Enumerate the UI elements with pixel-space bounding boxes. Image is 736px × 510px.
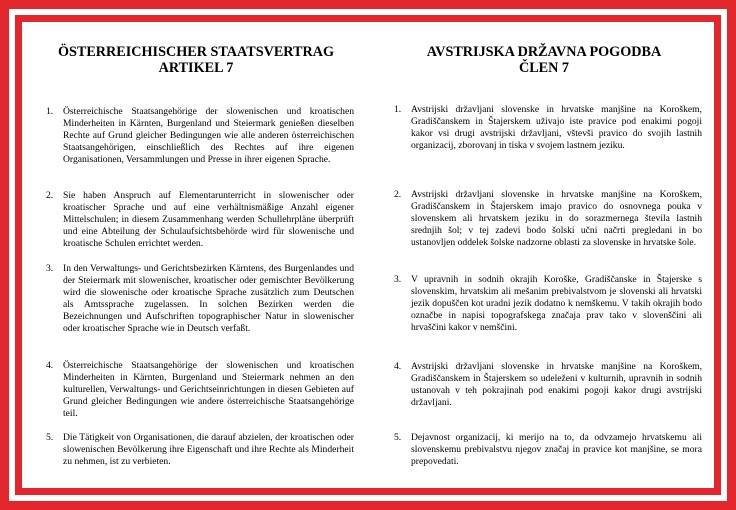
german-item-2 <box>38 190 354 250</box>
slovene-item-3 <box>386 274 702 334</box>
slovene-item-1 <box>386 104 702 152</box>
slovene-item-1-text: Avstrijski državljani slovenske in hrvatske manjšine na Koroškem, Gradiščanskem in Štajerskem uživajo iste pravice pod enakimi pogoji kakor vsi drugi avstrijski državljani, vštevši pravico do svojih lastnih organizacij, zborovanj in tiska v svojem lastnem jeziku. <box>411 104 702 151</box>
german-item-4-text: Österreichische Staatsangehörige der slowenischen und kroatischen Minderheiten in Kärnten, Burgenland und Steiermark nehmen an den kulturellen, Verwaltungs- und Gerichtseinrichtungen in diesen Gebieten auf Grund gleicher Bedingungen wie andere österreichische Staatsangehörige teil. <box>63 360 354 419</box>
german-item-1-number: 1. <box>46 106 54 117</box>
german-item-2-number: 2. <box>46 190 54 201</box>
german-item-2-text: Sie haben Anspruch auf Elementarunterricht in slowenischer oder kroatischer Sprache und auf eine verhältnismäßige Anzahl eigener Mittelschulen; in diesem Zusammenhang werden Schullehrpläne überprüft und eine Abteilung der Schulaufsichtsbehörde wird für slowenische und kroatische Schulen errichtet werden. <box>63 190 354 249</box>
german-item-3 <box>38 263 354 334</box>
german-item-4-number: 4. <box>46 360 54 371</box>
german-item-4 <box>38 360 354 420</box>
german-item-5-text: Die Tätigkeit von Organisationen, die darauf abzielen, der kroatischen oder slowenischen Bevölkerung ihre Eigenschaft und ihre Rechte als Minderheit zu nehmen, ist zu verbieten. <box>63 432 354 467</box>
german-item-1-text: Österreichische Staatsangehörige der slowenischen und kroatischen Minderheiten in Kärnten, Burgenland und Steiermark genießen dieselben Rechte auf Grund gleicher Bedingungen wie alle anderen österreichischen Staatsangehörigen, einschließlich des Rechtes auf ihre eigenen Organisationen, Versammlungen und Presse in ihrer eigenen Sprache. <box>63 106 354 165</box>
slovene-item-5 <box>386 432 702 468</box>
german-title-line1: ÖSTERREICHISCHER STAATSVERTRAG <box>57 44 335 60</box>
slovene-title-line1: AVSTRIJSKA DRŽAVNA POGODBA <box>426 44 662 60</box>
slovene-title <box>386 44 702 76</box>
slovene-item-2 <box>386 189 702 249</box>
slovene-item-5-text: Dejavnost organizacij, ki merijo na to, da odvzamejo hrvatskemu ali slovenskemu prebivalstvu njegov značaj in pravice kot manjšine, se mora prepovedati. <box>411 432 702 467</box>
slovene-item-1-number: 1. <box>394 104 402 115</box>
slovene-item-4-text: Avstrijski državljani slovenske in hrvatske manjšine na Koroškem, Gradiščanskem in Štajerskem so udeleženi v kulturnih, upravnih in sodnih ustanovah v teh pokrajinah pod enakimi pogoji kakor drugi avstrijski državljani. <box>411 361 702 408</box>
german-column <box>38 44 354 467</box>
slovene-item-3-text: V upravnih in sodnih okrajih Koroške, Gradiščanske in Štajerske s slovenskim, hrvatskim ali mešanim prebivalstvom je slovenski ali hrvatski jezik dopuščen kot uradni jezik dodatno k nemškemu. V takih okrajih bodo označbe in napisi topografskega značaja prav tako v slovenščini ali hrvaščini kakor v nemščini. <box>411 274 702 333</box>
slovene-item-5-number: 5. <box>394 432 402 443</box>
slovene-item-4-number: 4. <box>394 361 402 372</box>
german-title <box>38 44 354 76</box>
slovene-item-2-number: 2. <box>394 189 402 200</box>
german-item-5-number: 5. <box>46 432 54 443</box>
slovene-column <box>386 44 702 467</box>
german-item-3-text: In den Verwaltungs- und Gerichtsbezirken Kärntens, des Burgenlandes und der Steiermark mit slowenischer, kroatischer oder gemischter Bevölkerung wird die slowenische oder kroatische Sprache zusätzlich zum Deutschen als Amtssprache zugelassen. In solchen Bezirken werden die Bezeichnungen und Aufschriften topographischer Natur in slowenischer oder kroatischer Sprache wie in Deutsch verfaßt. <box>63 263 354 334</box>
slovene-item-3-number: 3. <box>394 274 402 285</box>
white-border-stripe <box>9 9 727 501</box>
german-item-5 <box>38 432 354 468</box>
german-item-3-number: 3. <box>46 263 54 274</box>
slovene-item-4 <box>386 361 702 409</box>
document-page <box>22 22 714 488</box>
slovene-title-line2: ČLEN 7 <box>518 60 570 76</box>
slovene-item-2-text: Avstrijski državljani slovenske in hrvatske manjšine na Koroškem, Gradiščanskem in Štajerskem imajo pravico do osnovnega pouka v slovenskem ali hrvatskem jeziku in do sorazmernega števila lastnih srednjih šol; v tej zadevi bodo šolski učni načrti pregledani in bo ustanovljen oddelek šolske nadzorne oblasti za slovenske in hrvatske šole. <box>411 189 702 248</box>
german-item-1 <box>38 106 354 166</box>
german-title-line2: ARTIKEL 7 <box>158 60 234 76</box>
red-inner-border <box>15 15 721 495</box>
